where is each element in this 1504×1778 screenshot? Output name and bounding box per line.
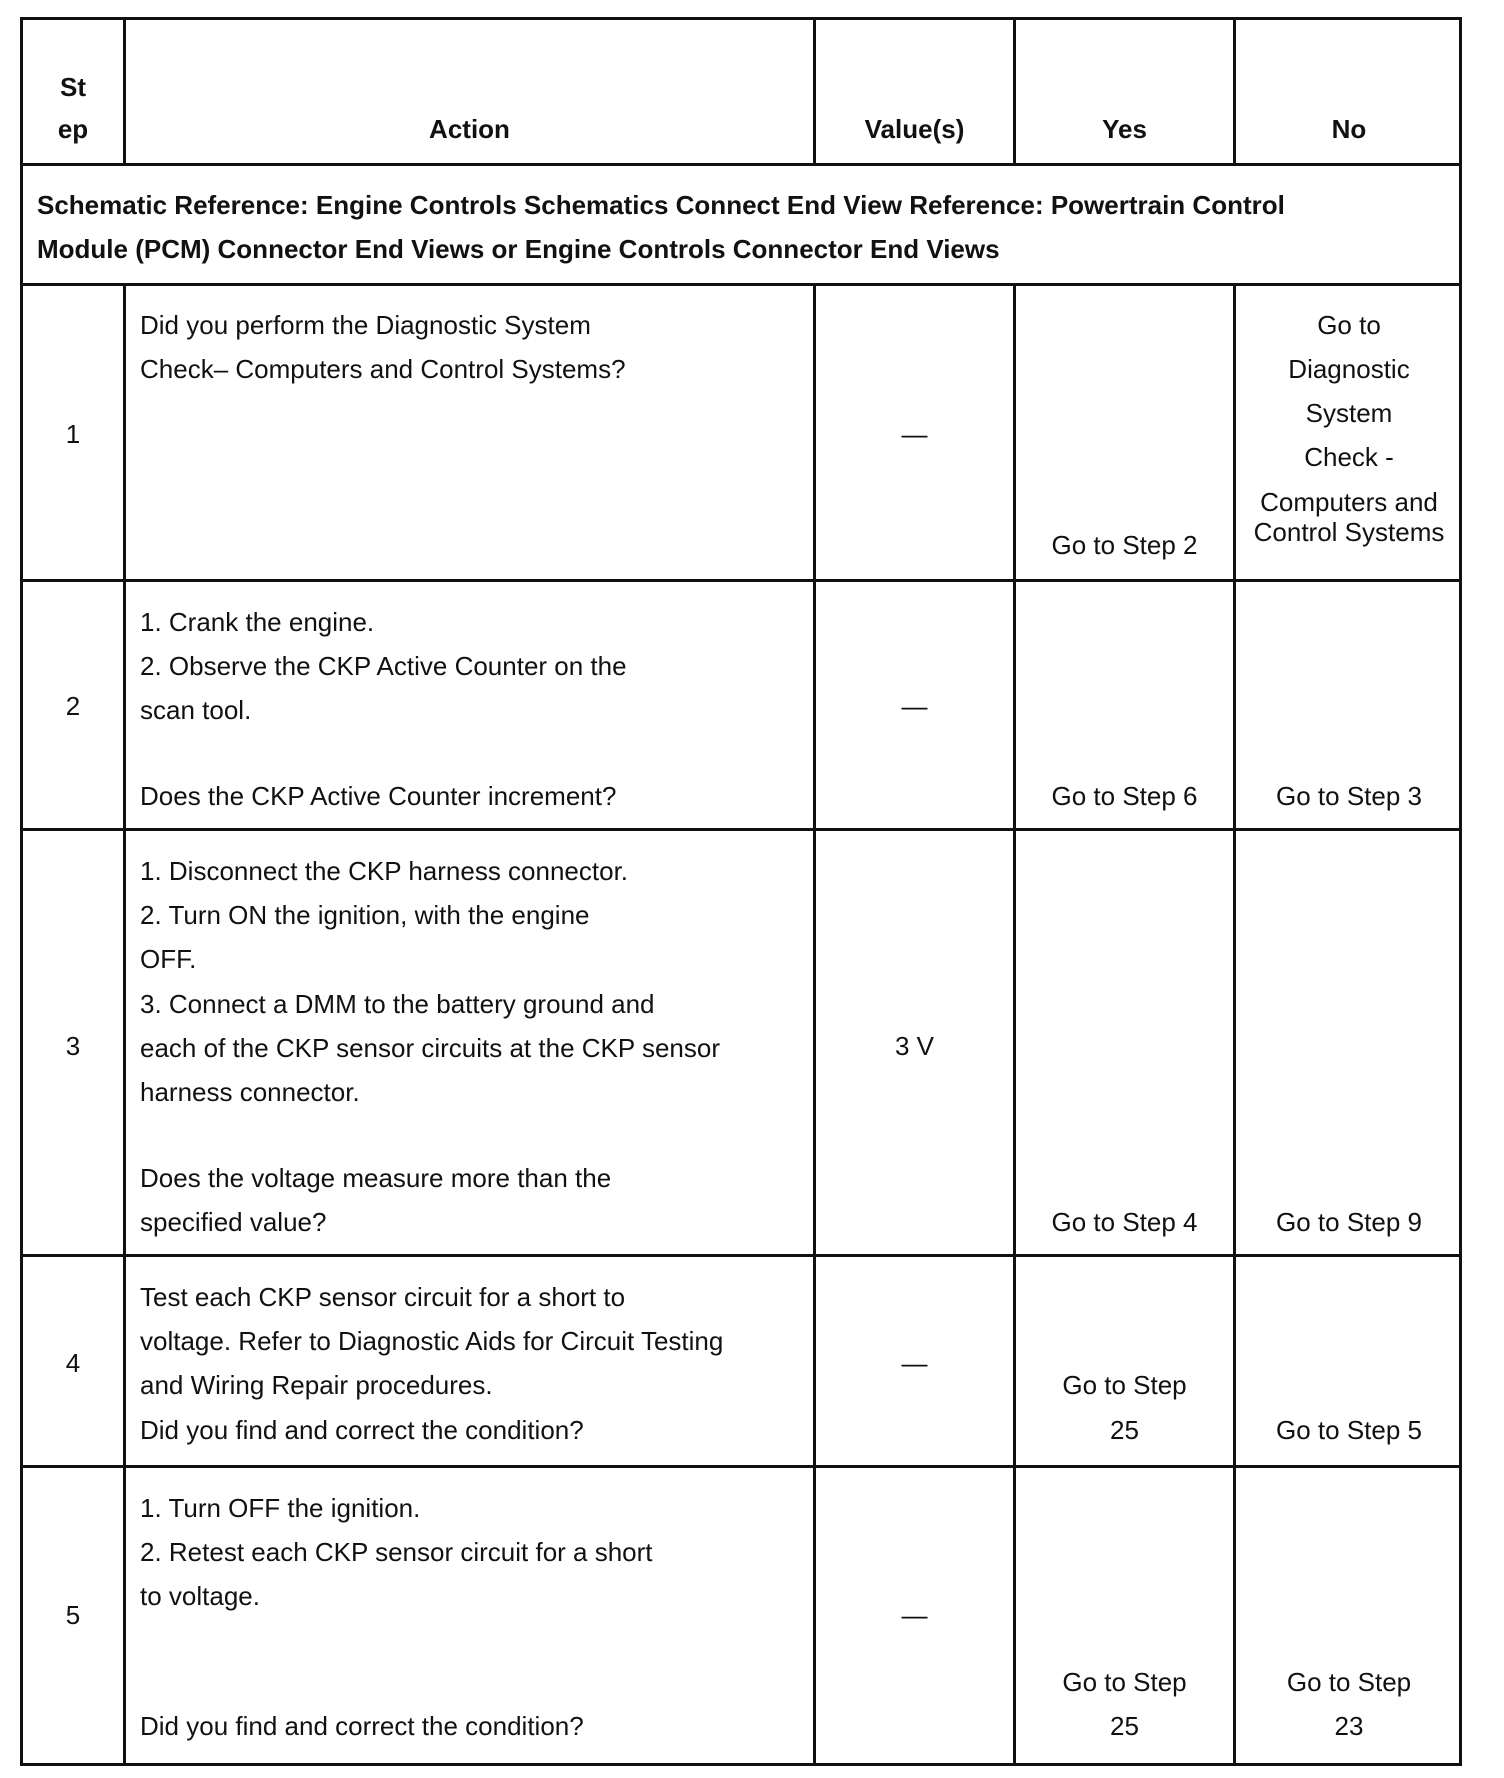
value-text: — bbox=[901, 1348, 928, 1378]
no-link[interactable]: Go to Step 3 bbox=[1276, 781, 1422, 811]
yes-link[interactable]: 25 bbox=[1110, 1711, 1139, 1741]
row-divider-2 bbox=[23, 828, 1459, 831]
reference-divider bbox=[23, 283, 1459, 286]
action-text: each of the CKP sensor circuits at the CKP sensor bbox=[140, 1033, 720, 1063]
no-link[interactable]: Go to bbox=[1317, 310, 1381, 340]
schematic-reference-line1: Schematic Reference: Engine Controls Schematics Connect End View Reference: Powertrain Control bbox=[37, 190, 1285, 220]
action-text: harness connector. bbox=[140, 1077, 360, 1107]
col-divider-action bbox=[813, 283, 816, 1763]
no-link[interactable]: System bbox=[1305, 398, 1393, 428]
no-link[interactable]: 23 bbox=[1334, 1711, 1364, 1741]
header-no: No bbox=[1331, 114, 1367, 144]
value-text: — bbox=[901, 1600, 928, 1630]
action-text: Does the voltage measure more than the bbox=[140, 1163, 612, 1193]
action-text: 1. Turn OFF the ignition. bbox=[140, 1493, 421, 1523]
row-divider-1 bbox=[23, 579, 1459, 582]
action-text: specified value? bbox=[140, 1207, 327, 1237]
action-text: Check– Computers and Control Systems? bbox=[140, 354, 626, 384]
value-text: — bbox=[901, 419, 928, 449]
no-link[interactable]: Go to Step 5 bbox=[1276, 1415, 1422, 1445]
step-number: 2 bbox=[65, 691, 81, 721]
header-step-line1: St bbox=[60, 72, 86, 102]
yes-link[interactable]: Go to Step 6 bbox=[1051, 781, 1198, 811]
action-text: Did you find and correct the condition? bbox=[140, 1711, 584, 1741]
step-number: 3 bbox=[65, 1031, 81, 1061]
action-text: to voltage. bbox=[140, 1581, 260, 1611]
action-text: 2. Observe the CKP Active Counter on the bbox=[140, 651, 627, 681]
yes-link[interactable]: Go to Step bbox=[1062, 1370, 1187, 1400]
header-divider bbox=[23, 163, 1459, 166]
action-text: 2. Turn ON the ignition, with the engine bbox=[140, 900, 590, 930]
no-link[interactable]: Control Systems bbox=[1253, 517, 1445, 547]
action-text: 3. Connect a DMM to the battery ground and bbox=[140, 989, 655, 1019]
no-link[interactable]: Go to Step 9 bbox=[1276, 1207, 1422, 1237]
header-values: Value(s) bbox=[864, 114, 965, 144]
action-text: voltage. Refer to Diagnostic Aids for Circuit Testing bbox=[140, 1326, 724, 1356]
action-text: OFF. bbox=[140, 944, 197, 974]
action-text: Does the CKP Active Counter increment? bbox=[140, 781, 617, 811]
action-text: Test each CKP sensor circuit for a short to bbox=[140, 1282, 626, 1312]
yes-link[interactable]: Go to Step 4 bbox=[1051, 1207, 1198, 1237]
action-text: Did you find and correct the condition? bbox=[140, 1415, 584, 1445]
value-text: 3 V bbox=[894, 1031, 935, 1061]
action-text: scan tool. bbox=[140, 695, 252, 725]
col-divider-step bbox=[123, 283, 126, 1763]
yes-link[interactable]: Go to Step bbox=[1062, 1667, 1187, 1697]
action-text: and Wiring Repair procedures. bbox=[140, 1370, 493, 1400]
yes-link[interactable]: 25 bbox=[1110, 1415, 1139, 1445]
header-yes: Yes bbox=[1102, 114, 1147, 144]
row-divider-3 bbox=[23, 1254, 1459, 1257]
diagnostic-table bbox=[20, 17, 1462, 1766]
action-text: 1. Crank the engine. bbox=[140, 607, 375, 637]
header-action: Action bbox=[429, 114, 510, 144]
schematic-reference-line2: Module (PCM) Connector End Views or Engine Controls Connector End Views bbox=[37, 234, 1000, 264]
action-text: Did you perform the Diagnostic System bbox=[140, 310, 591, 340]
action-text: 1. Disconnect the CKP harness connector. bbox=[140, 856, 629, 886]
value-text: — bbox=[901, 691, 928, 721]
row-divider-4 bbox=[23, 1465, 1459, 1468]
step-number: 1 bbox=[65, 419, 81, 449]
step-number: 4 bbox=[65, 1348, 81, 1378]
no-link[interactable]: Go to Step bbox=[1286, 1667, 1412, 1697]
header-step-line2: ep bbox=[57, 114, 89, 144]
yes-link[interactable]: Go to Step 2 bbox=[1051, 530, 1198, 560]
no-link[interactable]: Computers and bbox=[1260, 487, 1438, 517]
step-number: 5 bbox=[65, 1600, 81, 1630]
no-link[interactable]: Diagnostic bbox=[1288, 354, 1410, 384]
col-divider-value bbox=[1013, 283, 1016, 1763]
action-text: 2. Retest each CKP sensor circuit for a short bbox=[140, 1537, 653, 1567]
no-link[interactable]: Check - bbox=[1304, 442, 1394, 472]
